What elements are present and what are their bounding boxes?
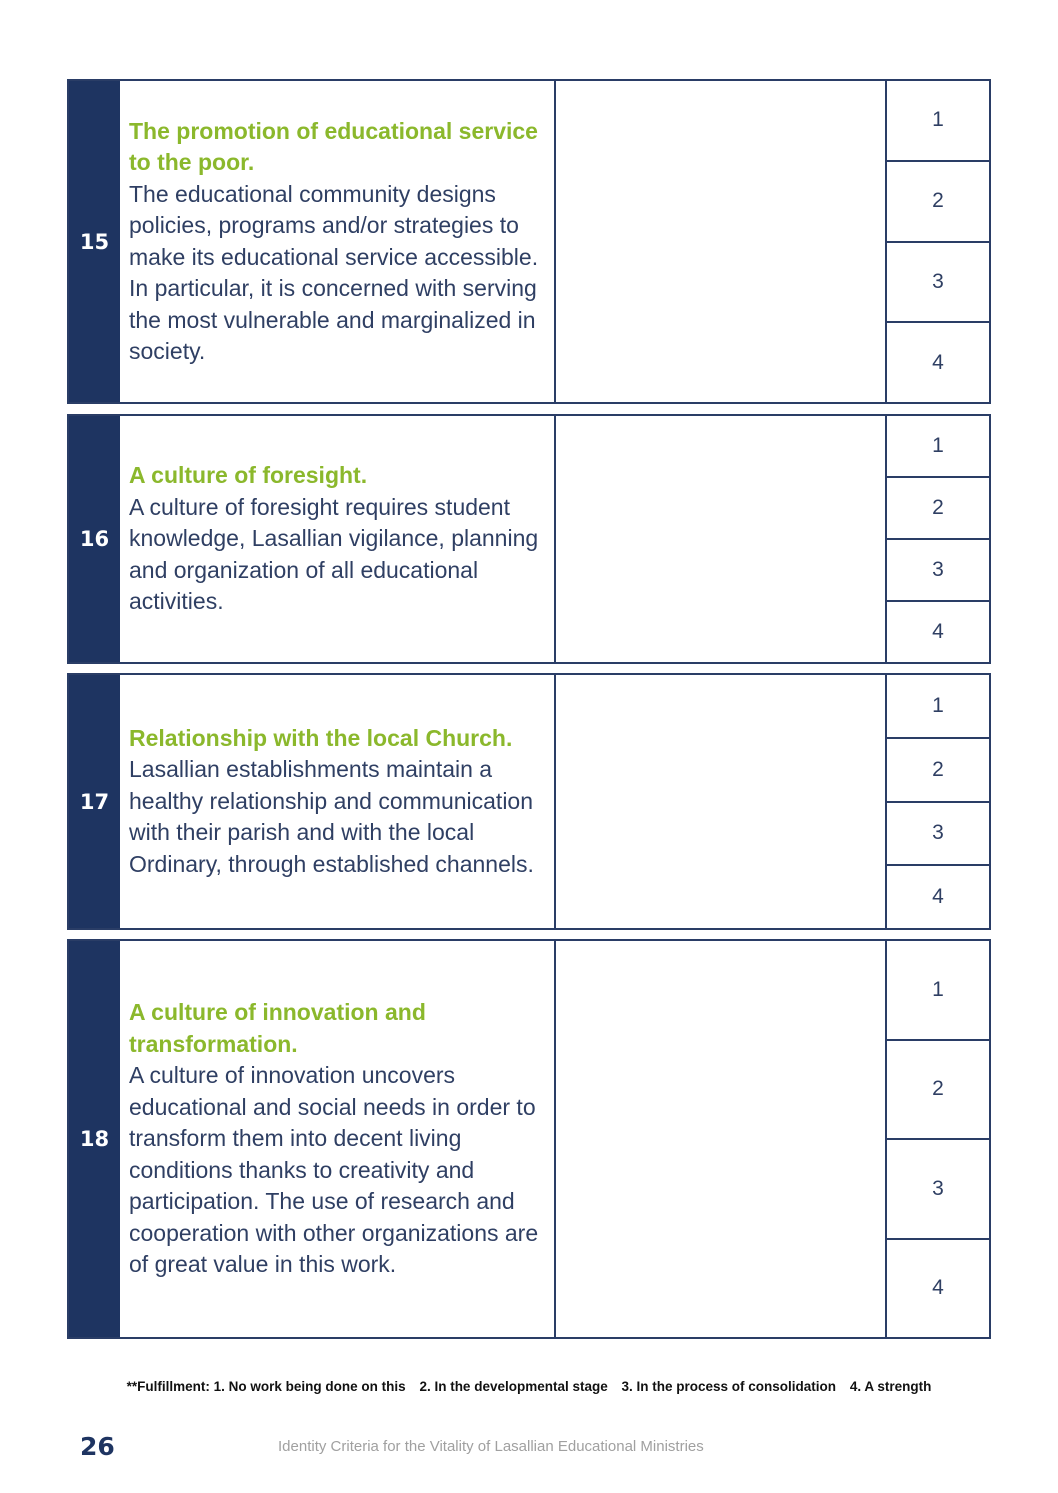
score-option-4[interactable]: 4 — [887, 321, 989, 402]
score-option-1[interactable]: 1 — [932, 693, 944, 717]
criterion-title: A culture of innovation and transformation. — [129, 999, 426, 1057]
legend-item-4: 4. A strength — [849, 1379, 932, 1394]
score-option-2[interactable]: 2 — [887, 476, 989, 538]
score-column — [887, 416, 989, 662]
notes-cell[interactable] — [556, 675, 887, 928]
score-option-1[interactable]: 1 — [932, 434, 944, 457]
criterion-number: 16 — [69, 416, 120, 662]
page-number: 26 — [80, 1432, 115, 1461]
criterion-title: A culture of foresight. — [129, 462, 368, 489]
score-option-2[interactable]: 2 — [887, 737, 989, 801]
score-option-4[interactable]: 4 — [887, 864, 989, 928]
criterion-description — [120, 416, 556, 662]
criterion-18 — [67, 939, 991, 1339]
criterion-text: The educational community designs policies, programs and/or strategies to make its educational service accessible. In particular, it is concerned with serving the most vulnerable and marginalized in society. — [129, 180, 539, 364]
score-column — [887, 675, 989, 928]
score-option-3[interactable]: 3 — [887, 1138, 989, 1238]
score-option-3[interactable]: 3 — [887, 538, 989, 600]
score-column — [887, 941, 989, 1337]
criterion-title: Relationship with the local Church. — [129, 724, 513, 751]
legend-item-3: 3. In the process of consolidation — [621, 1379, 837, 1394]
notes-cell[interactable] — [556, 81, 887, 402]
criterion-number: 18 — [69, 941, 120, 1337]
score-option-4[interactable]: 4 — [887, 600, 989, 662]
score-column — [887, 81, 989, 402]
criterion-text: Lasallian establishments maintain a healthy relationship and communication with their parish and with the local Ordinary, through established channels. — [129, 756, 534, 877]
criterion-number: 17 — [69, 675, 120, 928]
criterion-description — [120, 81, 556, 402]
score-option-3[interactable]: 3 — [887, 801, 989, 865]
score-option-1[interactable]: 1 — [932, 977, 944, 1001]
criterion-text: A culture of innovation uncovers educational and social needs in order to transform them into decent living conditions thanks to creativity and participation. The use of research and cooperation with other organizations are of great value in this work. — [129, 1062, 539, 1278]
criterion-15 — [67, 79, 991, 404]
score-option-2[interactable]: 2 — [887, 1039, 989, 1139]
score-option-1[interactable]: 1 — [932, 108, 944, 132]
criterion-17 — [67, 673, 991, 930]
legend-item-2: 2. In the developmental stage — [419, 1379, 608, 1394]
footer-title: Identity Criteria for the Vitality of Lasallian Educational Ministries — [278, 1438, 704, 1455]
score-option-2[interactable]: 2 — [887, 160, 989, 241]
criterion-title: The promotion of educational service to the poor. — [129, 117, 538, 175]
notes-cell[interactable] — [556, 416, 887, 662]
score-option-3[interactable]: 3 — [887, 241, 989, 322]
criterion-text: A culture of foresight requires student knowledge, Lasallian vigilance, planning and organization of all educational activities. — [129, 493, 539, 615]
fulfillment-legend — [0, 1379, 1058, 1394]
score-option-4[interactable]: 4 — [887, 1238, 989, 1338]
criterion-16 — [67, 414, 991, 664]
criterion-description — [120, 675, 556, 928]
legend-item-1: **Fulfillment: 1. No work being done on this — [126, 1379, 406, 1394]
criterion-number: 15 — [69, 81, 120, 402]
notes-cell[interactable] — [556, 941, 887, 1337]
criterion-description — [120, 941, 556, 1337]
